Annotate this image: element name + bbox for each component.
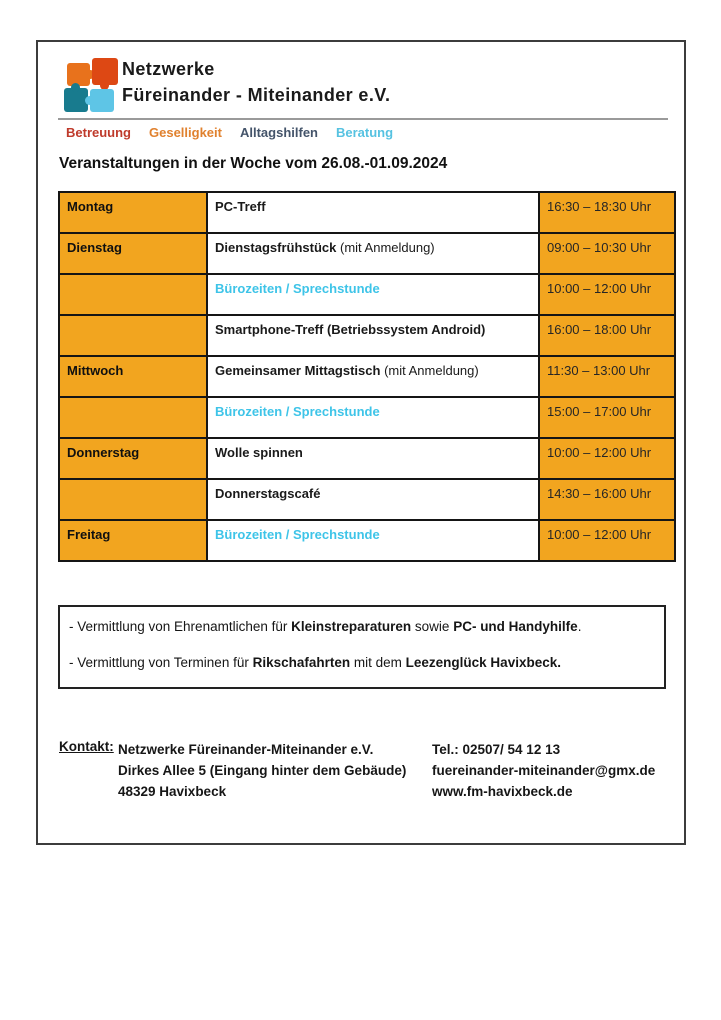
event-cell xyxy=(207,315,539,356)
contact-email: fuereinander-miteinander@gmx.de xyxy=(432,763,656,778)
contact-phone: Tel.: 02507/ 54 12 13 xyxy=(432,742,561,757)
event-cell xyxy=(207,438,539,479)
day-cell xyxy=(59,274,207,315)
org-title-line2: Füreinander - Miteinander e.V. xyxy=(122,85,391,105)
day-cell xyxy=(59,479,207,520)
time-cell: 14:30 – 16:00 Uhr xyxy=(539,479,675,520)
event-cell xyxy=(207,233,539,274)
org-title-line1: Netzwerke xyxy=(122,59,215,79)
table-row xyxy=(59,397,675,438)
time-cell: 10:00 – 12:00 Uhr xyxy=(539,274,675,315)
table-row xyxy=(59,233,675,274)
day-cell xyxy=(59,397,207,438)
schedule-body xyxy=(59,192,675,561)
time-cell: 16:30 – 18:30 Uhr xyxy=(539,192,675,233)
table-row xyxy=(59,356,675,397)
time-cell: 09:00 – 10:30 Uhr xyxy=(539,233,675,274)
contact-website: www.fm-havixbeck.de xyxy=(432,784,573,799)
contact-name: Netzwerke Füreinander-Miteinander e.V. xyxy=(118,742,374,757)
page-title: Veranstaltungen in der Woche vom 26.08.-01.09.2024 xyxy=(59,155,448,172)
event-name: Dienstagsfrühstück xyxy=(215,240,337,255)
day-cell: Montag xyxy=(59,192,207,233)
contact-details xyxy=(432,739,655,802)
table-row xyxy=(59,315,675,356)
table-row xyxy=(59,520,675,561)
event-cell xyxy=(207,356,539,397)
table-row xyxy=(59,479,675,520)
contact-street: Dirkes Allee 5 (Eingang hinter dem Gebäude) xyxy=(118,763,407,778)
table-row xyxy=(59,192,675,233)
time-cell: 10:00 – 12:00 Uhr xyxy=(539,520,675,561)
day-cell xyxy=(59,315,207,356)
event-name: Wolle spinnen xyxy=(215,445,303,460)
time-cell: 11:30 – 13:00 Uhr xyxy=(539,356,675,397)
event-cell xyxy=(207,479,539,520)
event-name: Bürozeiten / Sprechstunde xyxy=(215,281,380,296)
event-name: Donnerstagscafé xyxy=(215,486,321,501)
day-cell: Mittwoch xyxy=(59,356,207,397)
table-row xyxy=(59,438,675,479)
nav-item-beratung: Beratung xyxy=(336,125,394,140)
page-border xyxy=(36,40,686,845)
category-nav xyxy=(66,125,393,140)
contact-label: Kontakt: xyxy=(59,739,114,754)
time-cell: 10:00 – 12:00 Uhr xyxy=(539,438,675,479)
contact-address xyxy=(118,739,406,802)
event-cell xyxy=(207,192,539,233)
schedule-table xyxy=(58,191,676,562)
day-cell: Dienstag xyxy=(59,233,207,274)
puzzle-piece-red xyxy=(92,58,118,85)
header-divider xyxy=(58,118,668,120)
time-cell: 16:00 – 18:00 Uhr xyxy=(539,315,675,356)
event-name: Smartphone-Treff (Betriebssystem Android) xyxy=(215,322,486,337)
event-cell xyxy=(207,397,539,438)
event-cell xyxy=(207,274,539,315)
puzzle-piece-orange xyxy=(67,63,90,86)
nav-item-geselligkeit: Geselligkeit xyxy=(149,125,222,140)
time-cell: 15:00 – 17:00 Uhr xyxy=(539,397,675,438)
info-line: - Vermittlung von Terminen für Rikschafahrten mit dem Leezenglück Havixbeck. xyxy=(69,655,561,670)
puzzle-piece-lightblue xyxy=(90,89,114,112)
day-cell: Donnerstag xyxy=(59,438,207,479)
puzzle-logo-icon xyxy=(64,58,120,116)
event-name: Gemeinsamer Mittagstisch xyxy=(215,363,381,378)
org-title xyxy=(122,56,390,108)
info-box xyxy=(58,605,666,689)
event-cell xyxy=(207,520,539,561)
event-note: (mit Anmeldung) xyxy=(380,363,479,378)
info-line: - Vermittlung von Ehrenamtlichen für Kleinstreparaturen sowie PC- und Handyhilfe. xyxy=(69,619,582,634)
event-note: (mit Anmeldung) xyxy=(336,240,435,255)
nav-item-alltagshilfen: Alltagshilfen xyxy=(239,125,318,140)
nav-item-betreuung: Betreuung xyxy=(66,125,131,140)
table-row xyxy=(59,274,675,315)
event-name: Bürozeiten / Sprechstunde xyxy=(215,404,380,419)
event-name: Bürozeiten / Sprechstunde xyxy=(215,527,380,542)
day-cell: Freitag xyxy=(59,520,207,561)
event-name: PC-Treff xyxy=(215,199,266,214)
contact-city: 48329 Havixbeck xyxy=(118,784,227,799)
